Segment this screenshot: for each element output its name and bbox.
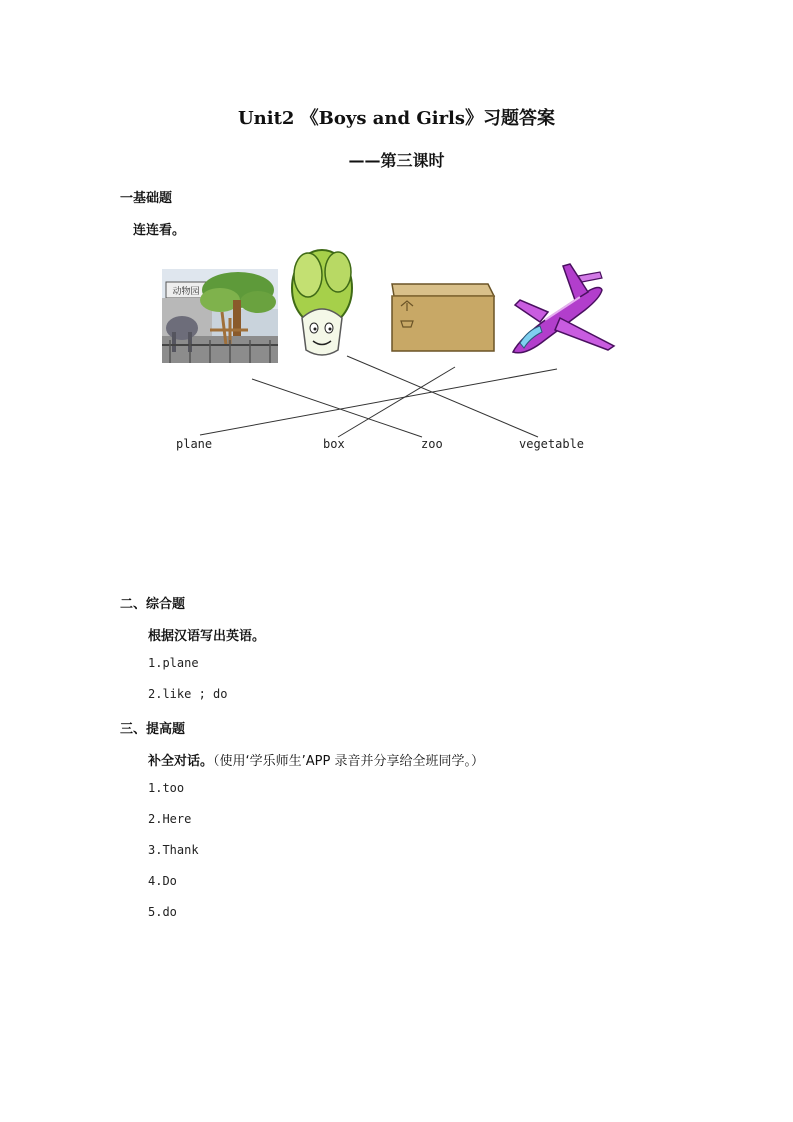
zoo-picture — [162, 269, 278, 363]
instruction-complete-dialogue — [148, 750, 484, 769]
zoo-sign-text: 动物园 — [172, 287, 200, 297]
answer-item: 5.do — [148, 905, 177, 919]
page-title: Unit2 《Boys and Girls》习题答案 — [237, 108, 556, 129]
word-vegetable: vegetable — [519, 437, 585, 451]
instruction-text: 补全对话。 — [148, 754, 214, 769]
answer-item: 1.plane — [148, 656, 199, 670]
answer-item: 1.too — [148, 781, 185, 795]
matching-figure — [0, 0, 793, 500]
matching-lines — [200, 356, 557, 437]
answer-item: 3.Thank — [148, 843, 199, 857]
word-box: box — [323, 437, 345, 451]
instruction-write-english: 根据汉语写出英语。 — [148, 629, 266, 644]
answer-item: 2.like ; do — [148, 687, 228, 701]
section-heading-comprehensive: 二、综合题 — [120, 597, 186, 612]
word-plane: plane — [176, 437, 213, 451]
plane-picture — [513, 264, 614, 353]
line-zoo — [252, 379, 422, 437]
instruction-note: （使用‘学乐师生’APP 录音并分享给全班同学。） — [213, 754, 484, 769]
section-heading-basic: 一基础题 — [120, 191, 173, 206]
vegetable-picture — [292, 250, 352, 355]
box-picture — [383, 265, 505, 361]
section-heading-advanced: 三、提高题 — [120, 722, 186, 737]
answer-item: 2.Here — [148, 812, 192, 826]
line-vegetable — [347, 356, 538, 437]
instruction-match: 连连看。 — [133, 223, 186, 238]
word-zoo: zoo — [421, 437, 443, 451]
answer-item: 4.Do — [148, 874, 177, 888]
line-plane — [200, 369, 557, 435]
page-subtitle: ——第三课时 — [348, 151, 445, 170]
